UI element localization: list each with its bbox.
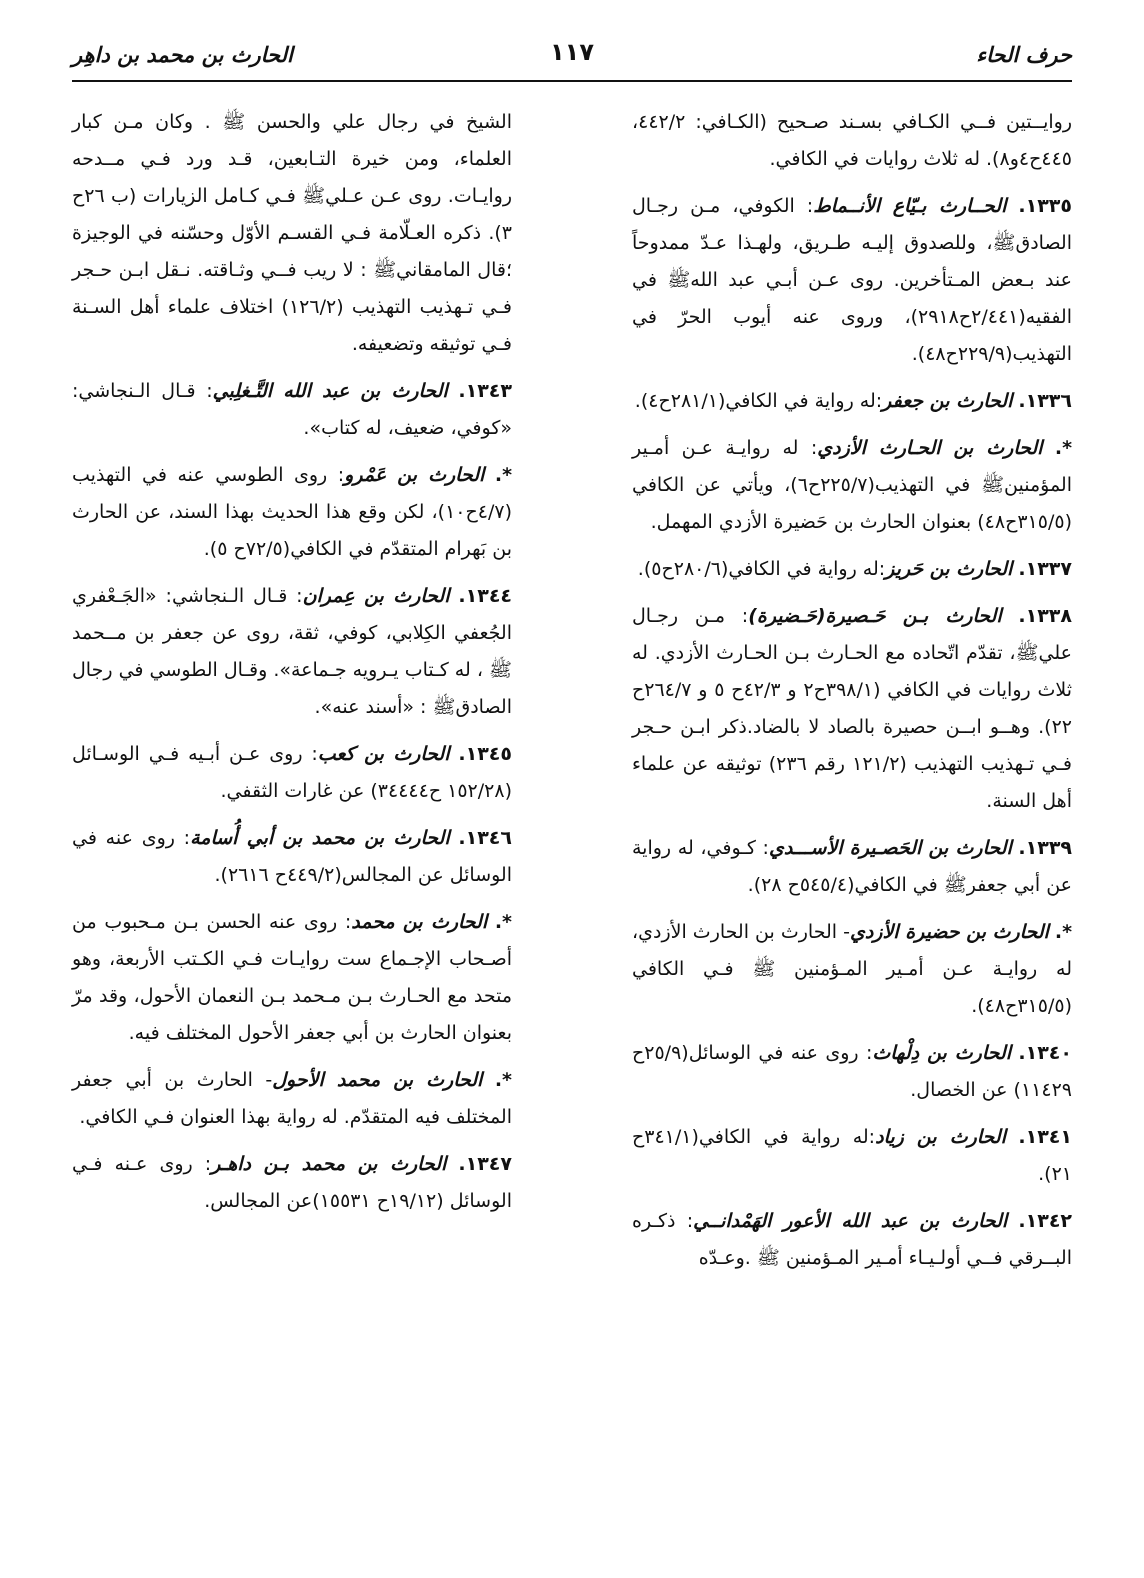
entry-number: *. [494, 911, 512, 933]
entry-name: الحارث بن محمد بـن داهـر [211, 1153, 447, 1175]
biography-entry [632, 1035, 1072, 1109]
biography-entry [72, 1146, 512, 1220]
entry-name: الحارث بن محمد الأحول [272, 1069, 483, 1091]
entry-name: الحارث بن محمد بن أبي أُسامة [190, 827, 450, 849]
entry-text: : كـوفي، له رواية عن أبي جعفرﷺ في الكافي(٥٤٥/٤ح ٢٨). [632, 837, 1072, 896]
entry-text: - الحارث بن أبي جعفر المختلف فيه المتقدّم. له رواية بهذا العنوان فـي الكافي. [72, 1069, 512, 1128]
entry-text: : روى عـنه فـي الوسائل (١٩/١٢ح ١٥٥٣١)عن المجالس. [72, 1153, 512, 1212]
entry-text: : قـال الـنجاشي: «كوفي، ضعيف، له كتاب». [72, 380, 512, 439]
entry-number: *. [1054, 921, 1073, 943]
entry-text: : الكوفي، مـن رجـال الصادقﷺ، وللصدوق إليـه طـريق، ولهـذا عـدّ ممدوحاً عند بـعض المـتأخرين. روى عـن أبـي عبد اللهﷺ في الفقيه(٢/٤٤١ح٢٩١٨)، وروى عنه أيوب الحرّ في التهذيب(٢٢٩/٩ح٤٨). [632, 195, 1072, 365]
entry-name: الحارث بن كعب [317, 743, 450, 765]
biography-entry [72, 457, 512, 568]
biography-entry [72, 904, 512, 1052]
biography-entry [72, 1062, 512, 1136]
biography-entry [72, 578, 512, 726]
entry-name: الحارث بن جعفر [882, 390, 1013, 412]
entry-text: : روى عنه الحسن بـن مـحبوب من أصـحاب الإجـماع ست روايـات فـي الكـتب الأربعة، وهو متحد مع الحـارث بـن مـحمد بـن النعمان الأحول، وقد مرّ بعنوان الحارث بن أبي جعفر الأحول المختلف فيه. [72, 911, 512, 1044]
entry-number: ١٣٤١. [1018, 1126, 1072, 1148]
biography-entry [72, 820, 512, 894]
entry-text: - الحارث بن الحارث الأزدي، له روايـة عـن أمـير المـؤمنين ﷺ فـي الكافي (٣١٥/٥ح٤٨). [632, 921, 1072, 1017]
biography-entry [632, 1203, 1072, 1277]
biography-entry [632, 188, 1072, 373]
entry-name: الحارث بن عبد الله التَّـغلِبي [212, 380, 448, 402]
biography-entry [632, 430, 1072, 541]
entry-text: :له رواية في الكافي(٢٨١/١ح٤). [634, 390, 883, 412]
biography-entry [632, 104, 1072, 178]
header-chapter-title: حرف الحاء [976, 43, 1072, 67]
entry-text: : روى عنه في الوسائل عن المجالس(٤٤٩/٢ح ٢٦١٦). [72, 827, 512, 886]
entry-number: *. [1054, 437, 1073, 459]
entry-text: : ذكـره البــرقي فــي أولـيـاء أمـير المـؤمنين ﷺ .وعـدّه [632, 1210, 1072, 1269]
entry-text: : مـن رجـال عليﷺ، تقدّم اتّحاده مع الحـارث بـن الحـارث الأزدي. له ثلاث روايات في الكافي (٣٩٨/١ح٢ و ٤٢/٣ح ٥ و ٢٦٤/٧ح ٢٢). وهــو ابــن حصيرة بالصاد لا بالضاد.ذكر ابـن حـجر فـي تـهذيب التهذيب (١٢١/٢ رقم ٢٣٦) توثيقه عن علماء أهل السنة. [632, 605, 1073, 812]
entry-text: : روى الطوسي عنه في التهذيب (٤/٧ح١٠)، لكن وقع هذا الحديث بهذا السند، عن الحارث بن بَهرام المتقدّم في الكافي(٧٢/٥ح ٥). [72, 464, 512, 560]
entry-name: الحارث بـن حَـصيرة(حَـضيرة) [748, 605, 1002, 627]
entry-number: *. [494, 464, 513, 486]
entry-text: الشيخ في رجال علي والحسن ﷺ . وكان مـن كبار العلماء، ومن خيرة التـابعين، قـد ورد فـي مــدحه روايـات. روى عـن عـليﷺ فـي كـامل الزيارات (ب ٢٦ح ٣). ذكره العـلّامة فـي القسـم الأوّل وحسّنه في الوجيزة ؛قال المامقانيﷺ : لا ريب فــي وثـاقته. نـقل ابـن حـجر فـي تـهذيب التهذيب (١٢٦/٢) اختلاف علماء أهل السـنة فـي توثيقه وتضعيفه. [72, 111, 513, 355]
entry-name: الحارث بن الحـارث الأزدي [817, 437, 1043, 459]
entry-number: ١٣٤٥. [458, 743, 512, 765]
entry-number: ١٣٣٧. [1018, 558, 1072, 580]
entry-name: الحــارث بـيّاع الأنــماط [813, 195, 1007, 217]
biography-entry [632, 551, 1072, 588]
entry-text: : له روايـة عـن أمـير المؤمنينﷺ في التهذيب(٢٢٥/٧ح٦)، ويأتي عن الكافي (٣١٥/٥ح٤٨) بعنوان الحارث بن حَضيرة الأزدي المهمل. [632, 437, 1072, 533]
entry-number: *. [494, 1069, 512, 1091]
biography-entry [72, 104, 512, 363]
entry-text: :له رواية في الكافي(٢٨٠/٦ح٥). [637, 558, 886, 580]
entry-text: :له رواية في الكافي(٣٤١/١ح ٢١). [632, 1126, 1072, 1185]
biography-entry [632, 383, 1072, 420]
left-column [72, 104, 512, 1287]
header-rule [72, 80, 1072, 82]
entry-name: الحارث بن الحَصـيرة الأســـدي [768, 837, 1012, 859]
entry-number: ١٣٤٠. [1018, 1042, 1072, 1064]
biography-entry [72, 736, 512, 810]
entry-number: ١٣٣٦. [1018, 390, 1072, 412]
biography-entry [632, 830, 1072, 904]
entry-name: الحارث بن زياد [875, 1126, 1006, 1148]
entry-number: ١٣٤٧. [458, 1153, 512, 1175]
entry-name: الحارث بن حضيرة الأزدي [849, 921, 1049, 943]
entry-number: ١٣٤٤. [458, 585, 513, 607]
entry-number: ١٣٣٥. [1018, 195, 1072, 217]
entry-text: : روى عنه في الوسائل(٢٥/٩ح ١١٤٢٩) عن الخصال. [632, 1042, 1072, 1101]
entry-number: ١٣٣٨. [1018, 605, 1072, 627]
entry-number: ١٣٤٣. [458, 380, 512, 402]
entry-number: ١٣٣٩. [1018, 837, 1073, 859]
biography-entry [632, 598, 1072, 820]
entry-name: الحارث بن دِلْهاث [872, 1042, 1011, 1064]
entry-text: : قـال الـنجاشي: «الجَـعْفري الجُعفي الكِلابي، كوفي، ثقة، روى عن جعفر بن مــحمد ﷺ ، له كـتاب يـرويه جـماعة». وقـال الطوسي في رجال الصادقﷺ : «أسند عنه». [72, 585, 512, 718]
entry-name: الحارث بن عَمْرو [344, 464, 485, 486]
entry-number: ١٣٤٦. [458, 827, 512, 849]
entry-number: ١٣٤٢. [1018, 1210, 1073, 1232]
entry-text: : روى عـن أبـيه فـي الوسـائل (١٥٢/٢٨ ح٣٤٤٤٤) عن غارات الثقفي. [72, 743, 512, 802]
entry-name: الحارث بن محمد [351, 911, 488, 933]
entry-name: الحارث بن عِمران [302, 585, 450, 607]
biography-entry [632, 914, 1072, 1025]
biography-entry [72, 373, 512, 447]
header-entry-title: الحارث بن محمد بن داهِر [72, 43, 293, 67]
biography-entry [632, 1119, 1072, 1193]
text-columns [72, 104, 1072, 1287]
right-column [632, 104, 1072, 1287]
entry-text: روايــتين فــي الكـافي بسـند صـحيح (الكـافي: ٤٤٢/٢، ٤٤٥ح٤و٨). له ثلاث روايات في الكافي. [632, 111, 1072, 170]
page-header [72, 34, 1072, 76]
entry-name: الحارث بن عبد الله الأعور الهَمْدانــي [693, 1210, 1008, 1232]
entry-name: الحارث بن حَريز [885, 558, 1013, 580]
page-number: ١١٧ [550, 38, 594, 66]
